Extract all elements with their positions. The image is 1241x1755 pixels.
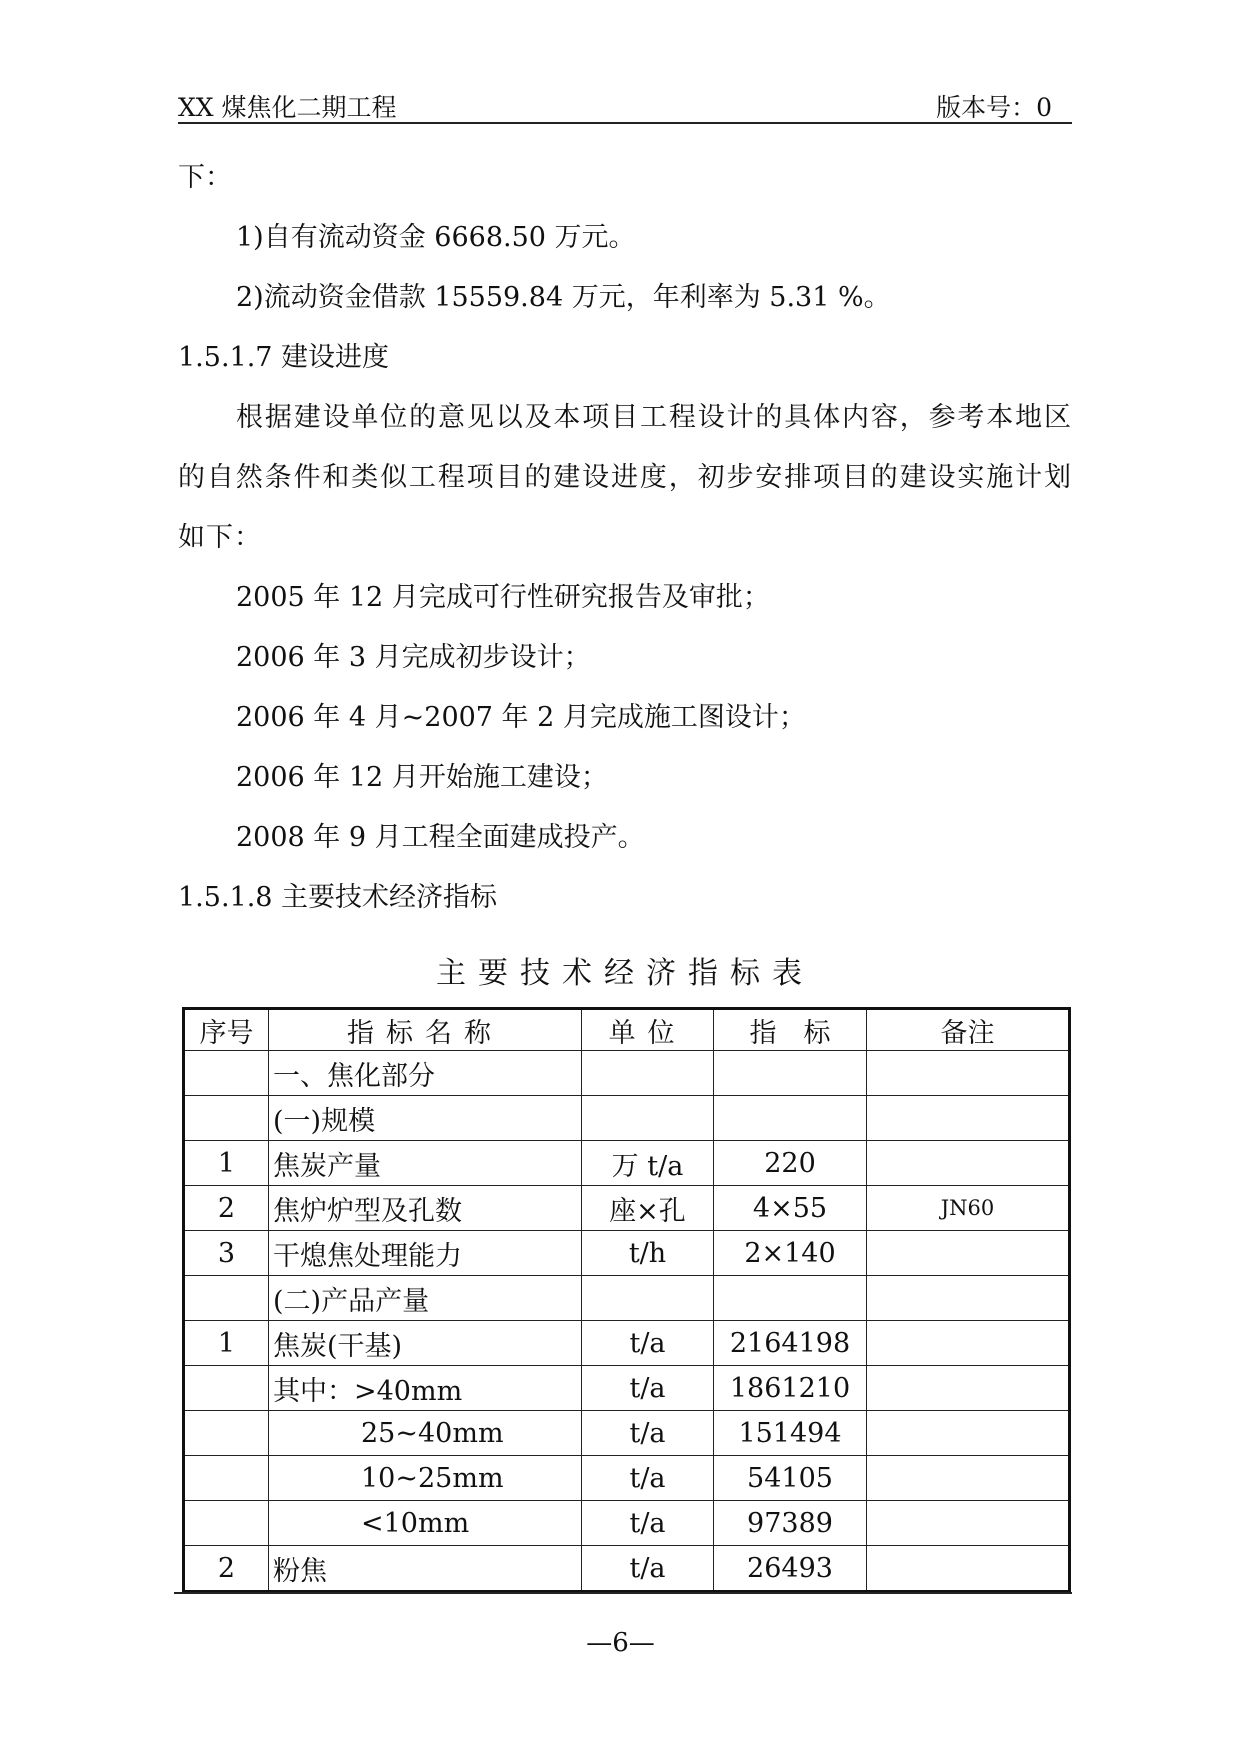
cell-unit [582, 1096, 714, 1141]
cell-value: 54105 [714, 1456, 867, 1501]
cell-index [184, 1366, 269, 1411]
cell-value [714, 1276, 867, 1321]
cell-name: 10~25mm [269, 1456, 582, 1501]
cell-unit: t/a [582, 1321, 714, 1366]
cell-name: 干熄焦处理能力 [269, 1231, 582, 1276]
cell-name: 焦炭产量 [269, 1141, 582, 1186]
table-title: 主要技术经济指标表 [436, 956, 814, 991]
cell-index: 3 [184, 1231, 269, 1276]
paragraph: 根据建设单位的意见以及本项目工程设计的具体内容，参考本地区的自然条件和类似工程项目的建设进度，初步安排项目的建设实施计划如下： [178, 402, 1072, 553]
cell-name: <10mm [269, 1501, 582, 1546]
cell-note [867, 1546, 1070, 1592]
cell-unit: t/a [582, 1366, 714, 1411]
cell-value [714, 1051, 867, 1096]
cell-note [867, 1411, 1070, 1456]
text-line: 下： [178, 162, 232, 193]
text-line: 2)流动资金借款 15559.84 万元，年利率为 5.31 %。 [236, 282, 891, 313]
cell-index [184, 1096, 269, 1141]
cell-unit [582, 1051, 714, 1096]
cell-unit: t/a [582, 1501, 714, 1546]
cell-unit: t/h [582, 1231, 714, 1276]
section-heading: 1.5.1.8 主要技术经济指标 [178, 882, 498, 913]
cell-name: 25~40mm [269, 1411, 582, 1456]
table-header-row [184, 1009, 1070, 1051]
cell-index: 2 [184, 1186, 269, 1231]
cell-value: 4×55 [714, 1186, 867, 1231]
table-row [184, 1141, 1070, 1186]
table-row [184, 1186, 1070, 1231]
cell-name: (二)产品产量 [269, 1276, 582, 1321]
cell-value: 97389 [714, 1501, 867, 1546]
table-row [184, 1051, 1070, 1096]
col-header: 指 标 [714, 1009, 867, 1051]
col-header: 单位 [582, 1009, 714, 1051]
page-header [178, 86, 1072, 124]
cell-index: 1 [184, 1141, 269, 1186]
col-header: 指标名称 [269, 1009, 582, 1051]
cell-value: 1861210 [714, 1366, 867, 1411]
cell-index: 2 [184, 1546, 269, 1592]
cell-value: 2×140 [714, 1231, 867, 1276]
table-row [184, 1546, 1070, 1592]
table-row [184, 1321, 1070, 1366]
cell-value: 26493 [714, 1546, 867, 1592]
page-number: —6— [586, 1628, 655, 1658]
cell-name: 粉焦 [269, 1546, 582, 1592]
footer-divider [174, 1592, 1072, 1594]
cell-unit: t/a [582, 1546, 714, 1592]
cell-value: 220 [714, 1141, 867, 1186]
cell-note [867, 1276, 1070, 1321]
col-header: 备注 [867, 1009, 1070, 1051]
text-line: 1)自有流动资金 6668.50 万元。 [236, 222, 636, 253]
cell-note [867, 1141, 1070, 1186]
table-row [184, 1501, 1070, 1546]
schedule-item: 2006 年 12 月开始施工建设； [236, 762, 608, 793]
cell-unit: 万 t/a [582, 1141, 714, 1186]
table-row [184, 1276, 1070, 1321]
table-row [184, 1366, 1070, 1411]
header-version: 版本号：0 [936, 93, 1052, 122]
cell-index [184, 1456, 269, 1501]
cell-value: 151494 [714, 1411, 867, 1456]
cell-name: 焦炉炉型及孔数 [269, 1186, 582, 1231]
cell-value: 2164198 [714, 1321, 867, 1366]
cell-unit: t/a [582, 1411, 714, 1456]
cell-note [867, 1096, 1070, 1141]
schedule-item: 2008 年 9 月工程全面建成投产。 [236, 822, 645, 853]
cell-note [867, 1456, 1070, 1501]
cell-note [867, 1321, 1070, 1366]
cell-note: JN60 [867, 1186, 1070, 1231]
cell-index [184, 1411, 269, 1456]
cell-name: 焦炭(干基) [269, 1321, 582, 1366]
cell-name: 其中：>40mm [269, 1366, 582, 1411]
table-row [184, 1231, 1070, 1276]
cell-name: 一、焦化部分 [269, 1051, 582, 1096]
cell-index: 1 [184, 1321, 269, 1366]
cell-note [867, 1366, 1070, 1411]
cell-value [714, 1096, 867, 1141]
schedule-item: 2005 年 12 月完成可行性研究报告及审批； [236, 582, 770, 613]
cell-index [184, 1501, 269, 1546]
schedule-item: 2006 年 3 月完成初步设计； [236, 642, 591, 673]
cell-note [867, 1051, 1070, 1096]
cell-index [184, 1051, 269, 1096]
cell-note [867, 1231, 1070, 1276]
table-row [184, 1411, 1070, 1456]
cell-unit: 座×孔 [582, 1186, 714, 1231]
cell-unit: t/a [582, 1456, 714, 1501]
table-row [184, 1096, 1070, 1141]
table-row [184, 1456, 1070, 1501]
cell-note [867, 1501, 1070, 1546]
cell-unit [582, 1276, 714, 1321]
cell-index [184, 1276, 269, 1321]
schedule-item: 2006 年 4 月~2007 年 2 月完成施工图设计； [236, 702, 806, 733]
header-title: XX 煤焦化二期工程 [178, 93, 397, 122]
col-header: 序号 [184, 1009, 269, 1051]
cell-name: (一)规模 [269, 1096, 582, 1141]
indicator-table [182, 1007, 1071, 1593]
section-heading: 1.5.1.7 建设进度 [178, 342, 390, 373]
